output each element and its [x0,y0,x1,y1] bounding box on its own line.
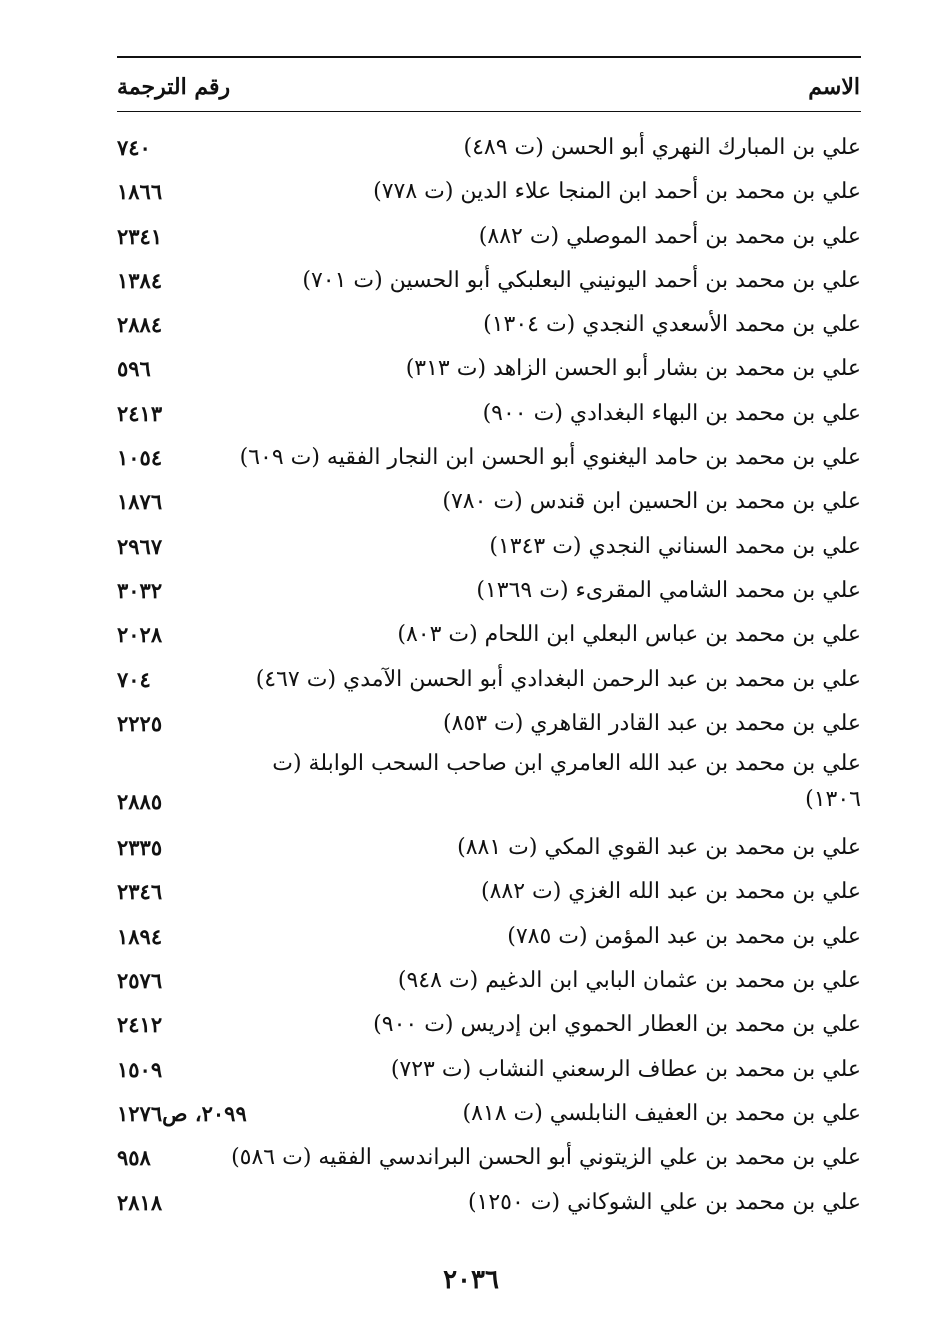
index-row [117,826,861,870]
entry-number: ٢٥٧٦ [117,968,163,994]
entry-number: ١٨٧٦ [117,489,163,515]
index-row [117,347,861,391]
index-row [117,525,861,569]
entry-number: ٢٨٨٥ [117,789,163,815]
index-row [117,870,861,914]
entry-number: ٢٨٨٤ [117,312,163,338]
entry-name: علي بن محمد بن البهاء البغدادي (ت ٩٠٠) [482,400,861,426]
index-entries [117,126,861,1225]
entry-number: ٢٤١٢ [117,1012,163,1038]
entry-number: ٧٤٠ [117,135,151,160]
entry-number: ٢٠٢٨ [117,622,163,648]
entry-name: علي بن محمد بن عثمان البابي ابن الدغيم (ت ٩٤٨) [397,968,861,994]
index-row [117,658,861,702]
index-row [117,480,861,524]
entry-number: ٢٤١٣ [117,400,163,426]
entry-name: علي بن محمد الشامي المقرىء (ت ١٣٦٩) [476,577,861,603]
entry-name: علي بن محمد السناني النجدي (ت ١٣٤٣) [489,533,861,559]
entry-name: علي بن محمد بن أحمد اليونيني البعلبكي أبو الحسين (ت ٧٠١) [302,267,861,293]
entry-number: ٢٩٦٧ [117,533,163,559]
entry-name: علي بن محمد بن عبد القادر القاهري (ت ٨٥٣) [442,710,861,736]
entry-number: ٢٠٩٩، ص١٢٧٦ [117,1100,247,1126]
entry-name: علي بن محمد بن عبد الرحمن البغدادي أبو الحسن الآمدي (ت ٤٦٧) [255,666,861,692]
entry-name: علي بن محمد بن العطار الحموي ابن إدريس (ت ٩٠٠) [373,1012,861,1038]
entry-name: علي بن محمد بن عبد الله العامري ابن صاحب السحب الوابلة (ت ١٣٠٦) [272,751,861,813]
entry-name: علي بن محمد بن العفيف النابلسي (ت ٨١٨) [462,1100,861,1126]
index-row [117,436,861,480]
header-rule [117,111,861,112]
index-row [117,215,861,259]
index-row [117,1003,861,1047]
entry-number: ١٨٩٤ [117,923,163,949]
entry-name: علي بن محمد بن علي الزيتوني أبو الحسن البراندسي الفقيه (ت ٥٨٦) [231,1145,861,1171]
index-row [117,1136,861,1180]
entry-name: علي بن المبارك النهري أبو الحسن (ت ٤٨٩) [463,135,861,160]
index-row [117,959,861,1003]
entry-name: علي بن محمد الأسعدي النجدي (ت ١٣٠٤) [483,312,861,338]
entry-name: علي بن محمد بن عباس البعلي ابن اللحام (ت ٨٠٣) [397,622,861,648]
entry-name: علي بن محمد بن عبد المؤمن (ت ٧٨٥) [507,923,861,949]
index-row [117,170,861,214]
index-row [117,613,861,657]
entry-number: ١٣٨٤ [117,267,163,293]
entry-number: ٢٣٤١ [117,223,163,249]
index-row [117,1092,861,1136]
index-row [117,259,861,303]
entry-number: ٢٨١٨ [117,1189,163,1215]
page-number: ٢٠٣٦ [443,1265,499,1295]
entry-name: علي بن محمد بن أحمد الموصلي (ت ٨٨٢) [478,223,861,249]
entry-number: ٢٣٣٥ [117,835,163,861]
index-row [117,1181,861,1225]
entry-name: علي بن محمد بن بشار أبو الحسن الزاهد (ت ٣١٣) [405,356,861,382]
column-header-number: رقم الترجمة [117,74,231,100]
index-row [117,126,861,170]
top-rule [117,56,861,58]
entry-number: ١٥٠٩ [117,1056,163,1082]
entry-number: ١٨٦٦ [117,179,163,205]
entry-number: ٧٠٤ [117,666,151,692]
index-row [117,392,861,436]
entry-name: علي بن محمد بن عبد القوي المكي (ت ٨٨١) [457,835,861,861]
entry-name: علي بن محمد بن عبد الله الغزي (ت ٨٨٢) [480,879,861,905]
entry-number: ٢٢٢٥ [117,710,163,736]
entry-number: ٢٣٤٦ [117,879,163,905]
index-row [117,915,861,959]
entry-name: علي بن محمد بن الحسين ابن قندس (ت ٧٨٠) [442,489,861,515]
index-row [117,569,861,613]
entry-name: علي بن محمد بن علي الشوكاني (ت ١٢٥٠) [467,1189,861,1215]
entry-number: ٣٠٣٢ [117,577,163,603]
entry-number: ١٠٥٤ [117,445,163,471]
index-row [117,702,861,746]
index-row [117,1048,861,1092]
entry-name: علي بن محمد بن حامد اليغنوي أبو الحسن ابن النجار الفقيه (ت ٦٠٩) [239,445,861,471]
entry-name: علي بن محمد بن عطاف الرسعني النشاب (ت ٧٢٣) [390,1056,861,1082]
index-row [117,303,861,347]
column-header-name: الاسم [808,74,860,100]
index-row [117,746,861,826]
entry-name: علي بن محمد بن أحمد ابن المنجا علاء الدين (ت ٧٧٨) [373,179,861,205]
entry-number: ٥٩٦ [117,356,151,382]
entry-number: ٩٥٨ [117,1145,151,1171]
